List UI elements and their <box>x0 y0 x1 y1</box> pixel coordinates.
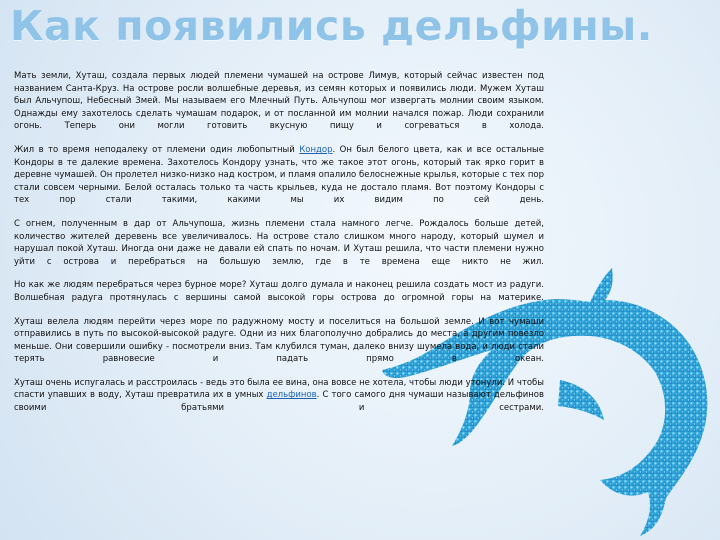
story-paragraph <box>14 316 544 366</box>
paragraph-text: Но как же людям перебраться через бурное море? Хуташ долго думала и наконец решила создать мост из радуги. Волшебная радуга протянулась с вершины самой высокой горы острова до огромной горы на материке. <box>14 280 544 303</box>
paragraph-text: Хуташ велела людям перейти через море по радужному мосту и поселиться на большой земле. И вот чумаши отправились в путь по высокой-высокой радуге. Одни из них благополучно добрались до места, а другим повезло меньше. Они совершили ошибку - посмотрели вниз. Там клубился туман, далеко внизу шумела вода, и люди стали терять равновесие и падать прямо в океан. <box>14 316 544 365</box>
wiki-link[interactable]: дельфинов <box>266 390 317 401</box>
story-paragraph <box>14 144 544 207</box>
paragraph-text: Жил в то время неподалеку от племени один любопытный <box>14 144 300 155</box>
paragraph-text: С огнем, полученным в дар от Альчупоша, жизнь племени стала намного легче. Рождалось больше детей, количество жителей деревень все увеличивалось. На острове стало слишком много народу, который шумел и нарушал покой Хуташ. Иногда они даже не давали ей спать по ночам. И Хуташ решила, что части племени нужно уйти с острова и перебраться на большую землю, где в те времена еще никто не жил. <box>14 218 544 267</box>
story-paragraph <box>14 279 544 304</box>
story-paragraph <box>14 377 544 415</box>
story-paragraph <box>14 70 544 133</box>
paragraph-text: . Он был белого цвета, как и все остальные Кондоры в те далекие времена. Захотелось Кондору узнать, что же такое этот огонь, который так ярко горит в деревне чумашей. Он пролетел низко-низко над костром, и пламя опалило белоснежные крылья, которые с тех пор стали совсем черными. Белой осталась только та часть крыльев, куда не достало пламя. Вот поэтому Кондоры с тех пор стали такими, какими мы их видим по сей день. <box>14 144 544 206</box>
story-paragraph <box>14 218 544 268</box>
paragraph-text: . С того самого дня чумаши называют дельфинов своими братьями и сестрами. <box>14 390 545 414</box>
wiki-link[interactable]: Кондор <box>299 144 333 155</box>
story-text <box>14 70 544 426</box>
paragraph-text: Мать земли, Хуташ, создала первых людей племени чумашей на острове Лимув, который сейчас известен под названием Санта-Круз. На острове росли волшебные деревья, из семян которых и появились люди. Мужем Хуташ был Альчупош, Небесный Змей. Мы называем его Млечный Путь. Альчупош мог извергать молнии своим языком. Однажды ему захотелось сделать чумашам подарок, и от посланной им молнии начался пожар. Люди сохранили огонь. Теперь они могли готовить вкусную пищу и согреваться в холода. <box>14 71 544 132</box>
slide-title: Как появились дельфины. <box>10 2 653 50</box>
paragraph-text: Хуташ очень испугалась и расстроилась - ведь это была ее вина, она вовсе не хотела, чтобы люди утонули. И чтобы спасти упавших в воду, Хуташ превратила их в умных <box>14 377 544 401</box>
